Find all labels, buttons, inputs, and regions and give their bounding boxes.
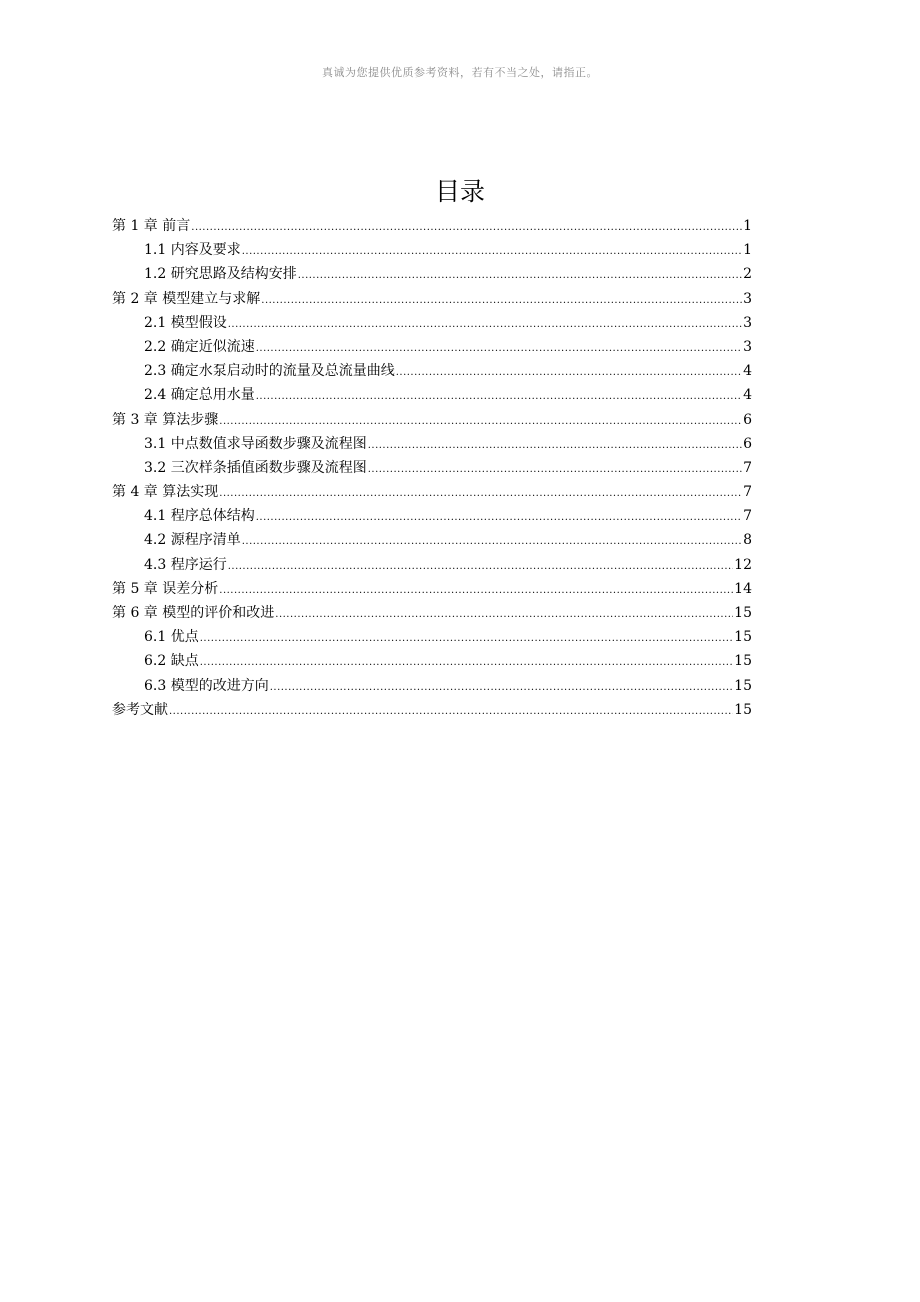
toc-entry-label: 4.3 程序运行 [144,556,227,573]
toc-entry-label: 2.1 模型假设 [144,314,227,331]
toc-entry[interactable] [112,408,752,432]
toc-entry-page-number: 15 [734,629,752,646]
toc-entry-page-number: 15 [734,701,752,718]
toc-entry-label: 2.2 确定近似流速 [144,338,255,355]
toc-entry-page-number: 3 [743,338,752,355]
toc-entry[interactable] [112,359,752,383]
header-note: 真诚为您提供优质参考资料，若有不当之处，请指正。 [322,66,598,79]
toc-dot-leader [275,601,733,627]
toc-entry-label: 3.1 中点数值求导函数步骤及流程图 [144,435,367,452]
toc-entry-page-number: 7 [743,508,752,525]
toc-dot-leader [200,625,733,651]
toc-entry-label: 6.2 缺点 [144,653,199,670]
table-of-contents [112,214,752,722]
toc-dot-leader [396,359,742,385]
toc-entry-label: 2.3 确定水泵启动时的流量及总流量曲线 [144,363,395,380]
toc-entry[interactable] [112,456,752,480]
toc-dot-leader [228,553,733,579]
toc-entry-label: 1.2 研究思路及结构安排 [144,266,297,283]
toc-entry-label: 第 4 章 算法实现 [112,484,219,501]
toc-entry-label: 第 2 章 模型建立与求解 [112,290,261,307]
toc-entry[interactable] [112,311,752,335]
toc-entry-page-number: 1 [743,242,752,259]
toc-entry-label: 6.1 优点 [144,629,199,646]
toc-entry-page-number: 12 [734,556,752,573]
toc-entry[interactable] [112,480,752,504]
toc-dot-leader [261,287,742,313]
toc-entry[interactable] [112,674,752,698]
toc-entry[interactable] [112,262,752,286]
toc-entry-label: 6.3 模型的改进方向 [144,677,269,694]
toc-entry-page-number: 8 [743,532,752,549]
toc-entry-page-number: 14 [734,580,752,597]
toc-entry[interactable] [112,238,752,262]
toc-dot-leader [242,238,742,264]
toc-dot-leader [368,456,742,482]
toc-entry-label: 2.4 确定总用水量 [144,387,255,404]
toc-entry-page-number: 15 [734,653,752,670]
toc-dot-leader [169,698,733,724]
toc-entry-page-number: 15 [734,677,752,694]
toc-dot-leader [219,408,742,434]
toc-entry[interactable] [112,383,752,407]
toc-entry-page-number: 3 [743,314,752,331]
toc-entry-label: 4.2 源程序清单 [144,532,241,549]
toc-entry[interactable] [112,504,752,528]
toc-entry-label: 第 6 章 模型的评价和改进 [112,605,275,621]
toc-dot-leader [270,674,733,700]
toc-entry-page-number: 4 [743,387,752,404]
toc-entry-page-number: 3 [743,290,752,307]
toc-entry-page-number: 15 [734,605,752,621]
toc-entry-page-number: 4 [743,363,752,380]
toc-dot-leader [368,432,742,458]
toc-dot-leader [191,214,742,240]
toc-dot-leader [256,335,742,361]
toc-entry-page-number: 7 [743,484,752,501]
toc-entry-label: 4.1 程序总体结构 [144,508,255,525]
toc-entry-page-number: 1 [743,218,752,234]
toc-entry-page-number: 2 [743,266,752,283]
toc-entry-label: 1.1 内容及要求 [144,242,241,259]
toc-entry[interactable] [112,625,752,649]
toc-entry-label: 第 3 章 算法步骤 [112,411,219,428]
toc-entry[interactable] [112,335,752,359]
toc-entry[interactable] [112,287,752,311]
toc-entry[interactable] [112,528,752,552]
toc-dot-leader [200,649,733,675]
toc-dot-leader [219,480,742,506]
toc-entry[interactable] [112,601,752,625]
toc-dot-leader [256,504,742,530]
toc-entry-label: 第 5 章 误差分析 [112,580,219,597]
toc-dot-leader [298,262,742,288]
toc-entry[interactable] [112,214,752,238]
toc-entry[interactable] [112,649,752,673]
toc-entry[interactable] [112,553,752,577]
toc-entry[interactable] [112,577,752,601]
toc-entry-page-number: 6 [743,411,752,428]
toc-dot-leader [228,311,742,337]
toc-entry-label: 参考文献 [112,701,168,718]
toc-entry-page-number: 7 [743,459,752,476]
toc-dot-leader [256,383,742,409]
toc-entry[interactable] [112,432,752,456]
toc-entry[interactable] [112,698,752,722]
toc-entry-page-number: 6 [743,435,752,452]
toc-entry-label: 第 1 章 前言 [112,218,191,234]
toc-title: 目录 [434,177,485,206]
toc-dot-leader [242,528,742,554]
toc-entry-label: 3.2 三次样条插值函数步骤及流程图 [144,459,367,476]
toc-dot-leader [219,577,733,603]
